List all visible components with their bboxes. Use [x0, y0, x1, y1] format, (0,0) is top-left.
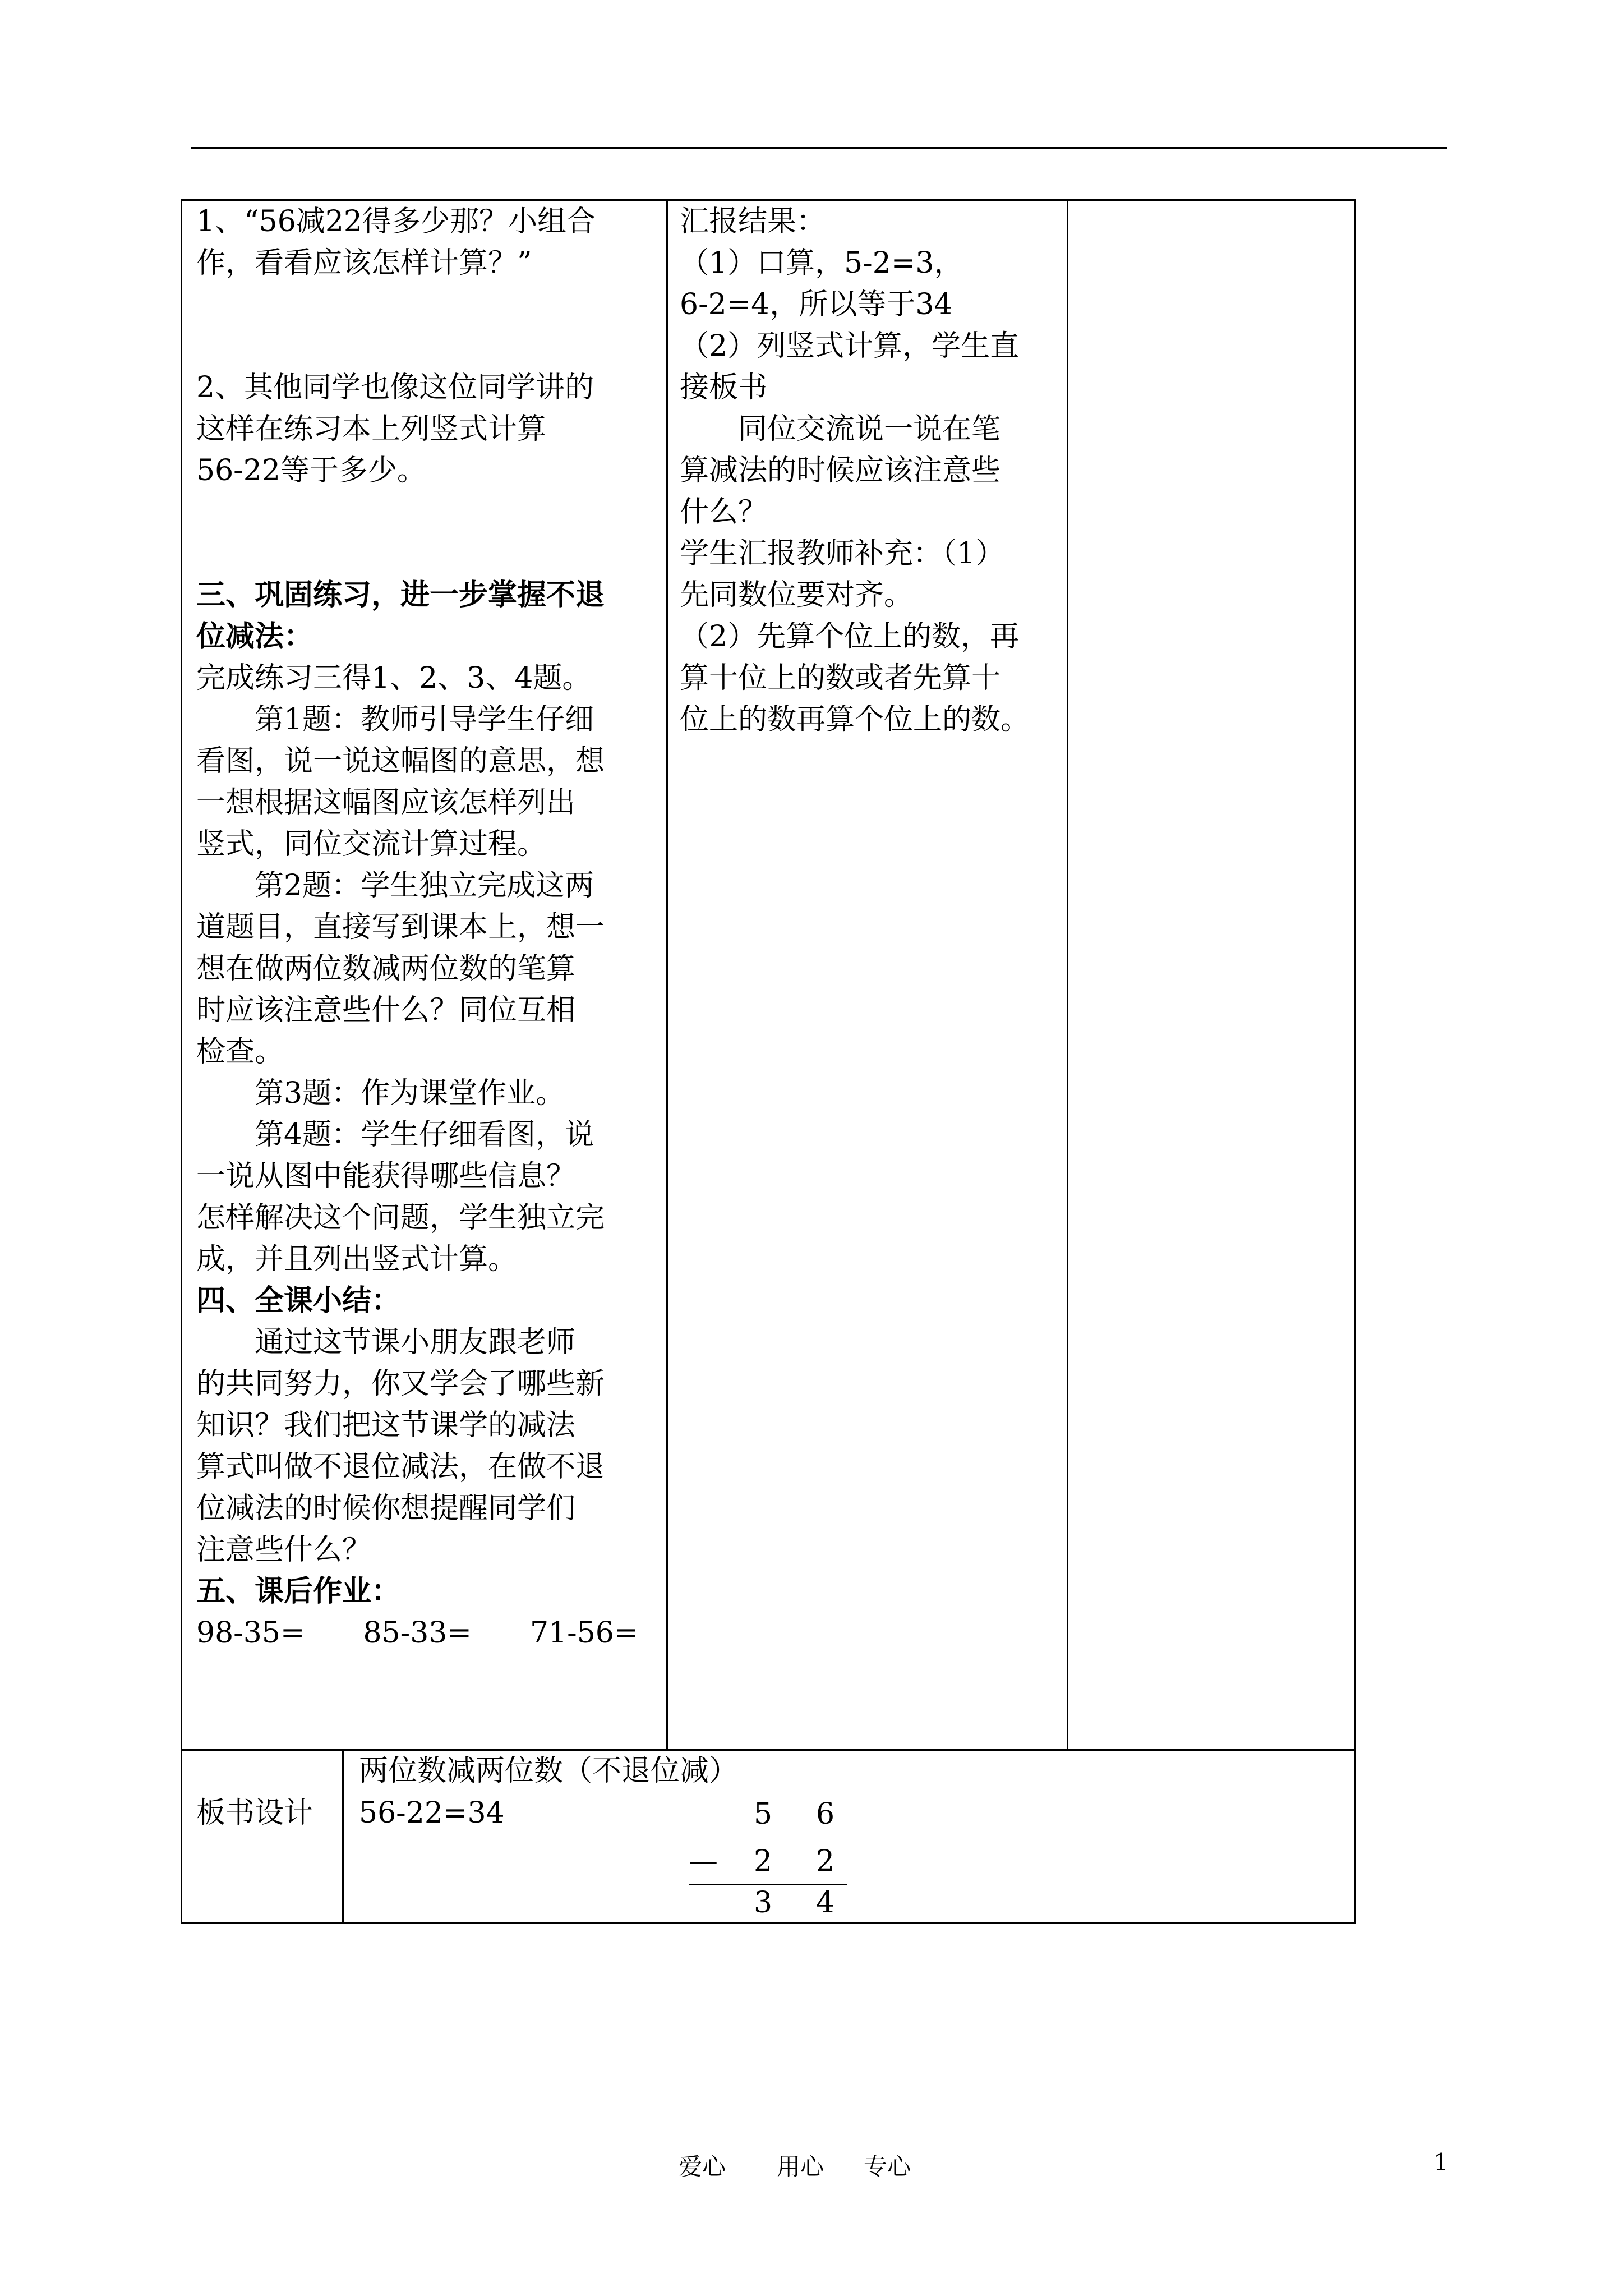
text-line: 通过这节课小朋友跟老师: [196, 1326, 576, 1359]
footer-item: 爱心: [679, 2153, 726, 2180]
text-line: 第3题：作为课堂作业。: [196, 1076, 565, 1110]
text-line: 第4题：学生仔细看图，说: [196, 1118, 594, 1152]
section-heading: 位减法：: [196, 619, 313, 654]
text-line: 学生汇报教师补充：（1）: [680, 537, 1005, 570]
text-line: 位减法的时候你想提醒同学们: [196, 1492, 576, 1525]
text-line: 的共同努力，你又学会了哪些新: [196, 1367, 605, 1401]
text-line: [196, 284, 656, 325]
row1-tens-digit: 5: [754, 1797, 773, 1831]
footer-item: 专心: [864, 2153, 911, 2180]
text-line: 汇报结果：: [680, 205, 826, 238]
row2-ones-digit: 2: [816, 1844, 835, 1878]
board-label-divider: [342, 1749, 344, 1922]
text-line: 什么？: [680, 495, 768, 529]
text-line: 知识？我们把这节课学的减法: [196, 1409, 576, 1442]
header-rule: [191, 147, 1447, 149]
text-line: 竖式，同位交流计算过程。: [196, 827, 547, 861]
text-line: 先同数位要对齐。: [680, 578, 914, 612]
text-line: （1）口算，5-2=3，: [680, 246, 963, 280]
section-heading: 五、课后作业：: [196, 1574, 401, 1608]
text-line: [196, 325, 656, 367]
text-line: 成，并且列出竖式计算。: [196, 1243, 518, 1276]
table-left-border: [181, 199, 182, 1922]
text-line: 这样在练习本上列竖式计算: [196, 412, 547, 446]
minus-sign: —: [689, 1844, 718, 1878]
text-line: （2）先算个位上的数，再: [680, 620, 1020, 654]
text-line: 时应该注意些什么？同位互相: [196, 993, 576, 1027]
text-line: 1、“56减22得多少那？小组合: [196, 205, 596, 238]
text-line: 注意些什么？: [196, 1533, 372, 1567]
board-design-label: 板书设计: [196, 1796, 313, 1830]
text-line: 2、其他同学也像这位同学讲的: [196, 371, 594, 404]
footer-item: 用心: [777, 2153, 824, 2180]
text-line: 想在做两位数减两位数的笔算: [196, 952, 576, 986]
text-line: （2）列竖式计算，学生直: [680, 329, 1020, 363]
text-line: 56-22等于多少。: [196, 454, 426, 487]
homework-line: 98-35= 85-33= 71-56=: [196, 1616, 639, 1650]
text-line: 接板书: [680, 371, 768, 404]
text-line: [196, 491, 656, 533]
page-number: 1: [1433, 2148, 1449, 2176]
column-divider-1: [666, 199, 668, 1749]
section-heading: 三、巩固练习，进一步掌握不退: [196, 578, 605, 612]
text-line: 同位交流说一说在笔: [680, 412, 1001, 446]
text-line: 算式叫做不退位减法，在做不退: [196, 1450, 605, 1484]
text-line: 怎样解决这个问题，学生独立完: [196, 1201, 605, 1235]
board-title: 两位数减两位数（不退位减）: [359, 1754, 739, 1788]
board-equation: 56-22=34: [359, 1796, 505, 1830]
row3-ones-digit: 4: [816, 1886, 835, 1920]
text-line: 一说从图中能获得哪些信息？: [196, 1159, 576, 1193]
text-line: 道题目，直接写到课本上，想一: [196, 910, 605, 944]
table-right-border: [1354, 199, 1356, 1922]
text-line: 检查。: [196, 1035, 284, 1069]
text-line: 完成练习三得1、2、3、4题。: [196, 661, 592, 695]
middle-column-text: [680, 201, 1072, 740]
table-row-divider: [181, 1749, 1356, 1751]
row1-ones-digit: 6: [816, 1797, 835, 1831]
text-line: 第2题：学生独立完成这两: [196, 869, 594, 903]
text-line: 6-2=4，所以等于34: [680, 288, 953, 321]
left-column-text: [196, 201, 656, 1654]
text-line: 一想根据这幅图应该怎样列出: [196, 786, 576, 820]
text-line: 算减法的时候应该注意些: [680, 454, 1001, 487]
text-line: 位上的数再算个位上的数。: [680, 703, 1030, 737]
row3-tens-digit: 3: [754, 1886, 773, 1920]
text-line: 第1题：教师引导学生仔细: [196, 703, 594, 737]
subtraction-rule: [689, 1884, 847, 1885]
row2-tens-digit: 2: [754, 1844, 773, 1878]
text-line: 算十位上的数或者先算十: [680, 661, 1001, 695]
text-line: [196, 533, 656, 574]
text-line: 作，看看应该怎样计算？”: [196, 246, 532, 280]
table-bottom-border: [181, 1922, 1356, 1924]
text-line: 看图，说一说这幅图的意思，想: [196, 744, 605, 778]
section-heading: 四、全课小结：: [196, 1283, 401, 1318]
